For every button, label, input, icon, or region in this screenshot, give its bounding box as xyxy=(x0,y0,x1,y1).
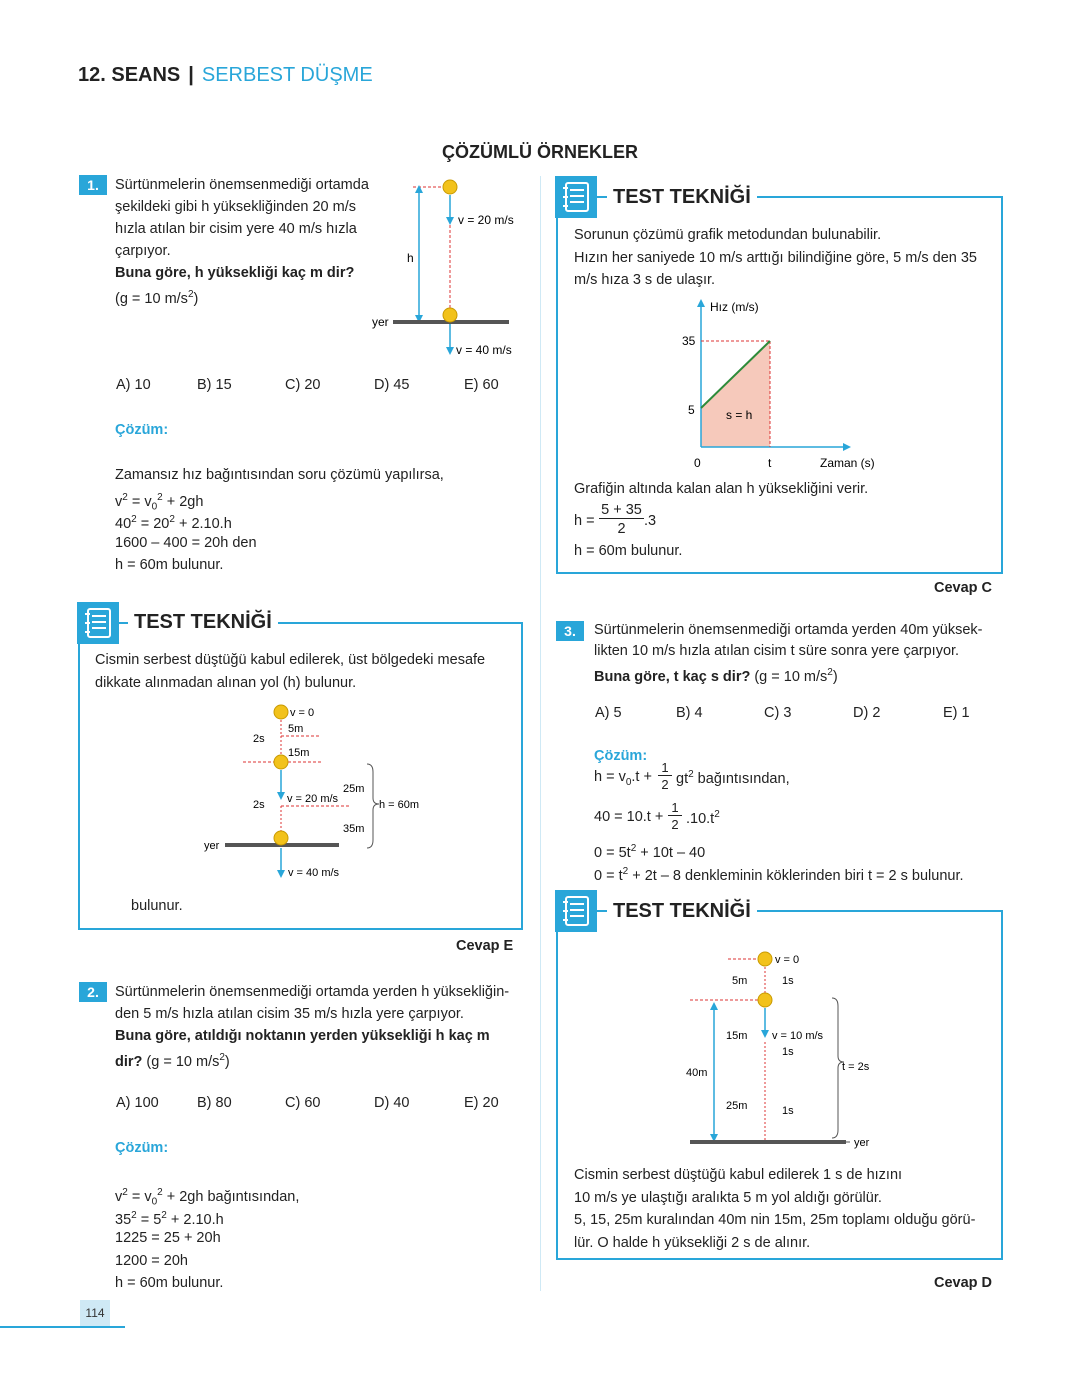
header-separator: | xyxy=(188,64,194,86)
option-e[interactable]: E) 1 xyxy=(943,705,970,721)
q2-question-2: dir? (g = 10 $m/s^2$) xyxy=(115,1052,230,1070)
q1-yer-label: yer xyxy=(372,315,389,329)
tick-0: 0 xyxy=(694,456,701,470)
option-b[interactable]: B) 80 xyxy=(197,1095,232,1111)
q3-eq3: $0 = 5t^2 + 10t - 40$ xyxy=(594,843,706,861)
seans-label: 12. SEANS xyxy=(78,64,181,86)
tt3-t2: t = 2s xyxy=(842,1061,870,1073)
q1-line: şekildeki gibi h yüksekliğinden 20 m/s xyxy=(115,199,356,215)
q1-cozum-label: Çözüm: xyxy=(115,422,169,438)
q1-line: hızla atılan bir cisim yere 40 m/s hızla xyxy=(115,221,357,237)
q1-line: Sürtünmelerin önemsenmediği ortamda xyxy=(115,177,369,193)
tt3-line: 5, 15, 25m kuralından 40m nin 15m, 25m toplamı olduğu görü- xyxy=(574,1212,976,1228)
option-a[interactable]: A) 100 xyxy=(116,1095,159,1111)
tt3-yer: yer xyxy=(854,1137,870,1149)
tt2-line: Hızın her saniyede 10 m/s arttığı bilindiğine göre, 5 m/s den 35 xyxy=(574,249,977,266)
q2-solution xyxy=(115,1182,299,1295)
q2-number: 2. xyxy=(79,982,107,1002)
notebook-icon xyxy=(555,176,597,218)
q3-line: likten 10 m/s hızla atılan cisim t süre sonra yere çarpıyor. xyxy=(594,643,960,659)
tt1-line: Cismin serbest düştüğü kabul edilerek, üst bölgedeki mesafe xyxy=(95,652,486,668)
tt3-s1c: 1s xyxy=(782,1105,794,1117)
tick-5: 5 xyxy=(688,403,695,417)
tt2-result: h = 60m bulunur. xyxy=(574,543,683,559)
tt3-line: lür. O halde h yüksekliği 2 s de alınır. xyxy=(574,1234,811,1251)
q3-question: Buna göre, t kaç s dir? (g = 10 $m/s^2$) xyxy=(594,667,838,685)
tt3-d40: 40m xyxy=(686,1067,708,1079)
tt1-d4: 35m xyxy=(343,823,365,835)
q3-eq4: $0 = t^2 + 2t - 8$ denkleminin köklerinden biri t = 2 s bulunur. xyxy=(594,865,964,884)
tt1-end: bulunur. xyxy=(131,898,183,914)
q3-eq1: $h = v_0.t$ + 1 2 $gt^2$ bağıntısından, xyxy=(594,760,790,792)
q1-v-bottom: v = 40 m/s xyxy=(456,343,512,357)
q1-sol-eq1: $v^2 = v_0^2 + 2gh$ xyxy=(115,491,204,513)
graph-ylabel: Hız (m/s) xyxy=(710,300,759,314)
cevap-d: Cevap D xyxy=(934,1275,993,1291)
option-a[interactable]: A) 5 xyxy=(595,705,622,721)
tt1-v20: v = 20 m/s xyxy=(287,793,339,805)
tt1-t1: 2s xyxy=(253,733,265,745)
q1-figure xyxy=(365,175,535,365)
q3-number: 3. xyxy=(556,621,584,641)
q1-line: çarpıyor. xyxy=(115,243,171,259)
q2-line: Sürtünmelerin önemsenmediği ortamda yerden h yüksekliğin- xyxy=(115,984,510,1000)
tt3-v10: v = 10 m/s xyxy=(772,1030,824,1042)
q1-question: Buna göre, h yüksekliği kaç m dir? xyxy=(115,265,355,281)
option-b[interactable]: B) 4 xyxy=(676,705,703,721)
option-d[interactable]: D) 40 xyxy=(374,1095,410,1111)
q1-sol-line: h = 60m bulunur. xyxy=(115,557,224,573)
velocity-time-graph xyxy=(670,295,890,475)
tt3-text xyxy=(574,1164,975,1254)
q2-sol-eq1: $v^2 = v_0^2 + 2gh$ bağıntısından, xyxy=(115,1187,300,1208)
tt2-after: Grafiğin altında kalan alan h yüksekliğini verir. xyxy=(574,481,869,497)
q1-solution xyxy=(115,464,444,577)
tt1-ball-bottom xyxy=(274,831,288,845)
tt1-ball-top xyxy=(274,705,288,719)
tick-35: 35 xyxy=(682,334,696,348)
q2-question: Buna göre, atıldığı noktanın yerden yüksekliği h kaç m xyxy=(115,1028,490,1044)
q3-eq-rest xyxy=(594,838,964,883)
tt2-line: m/s hıza 3 s de ulaşır. xyxy=(574,272,716,288)
q1-ball-bottom xyxy=(443,308,457,322)
q1-sol-intro: Zamansız hız bağıntısından soru çözümü yapılırsa, xyxy=(115,467,444,483)
option-c[interactable]: C) 60 xyxy=(285,1095,321,1111)
tt3-s1a: 1s xyxy=(782,975,794,987)
tt3-ball-top xyxy=(758,952,772,966)
q2-sol-line: 1225 = 25 + 20h xyxy=(115,1230,221,1246)
tt3-ground xyxy=(690,1140,846,1144)
option-e[interactable]: E) 20 xyxy=(464,1095,499,1111)
tt1-ball-mid xyxy=(274,755,288,769)
q1-h-label: h xyxy=(407,251,414,265)
q2-text xyxy=(115,981,515,1073)
q1-text xyxy=(115,174,385,310)
q2-cozum-label: Çözüm: xyxy=(115,1140,169,1156)
tt1-d1: 5m xyxy=(288,723,304,735)
tt3-ball-mid xyxy=(758,993,772,1007)
q3-options xyxy=(595,705,995,725)
q2-sol-line: 1200 = 20h xyxy=(115,1252,188,1269)
option-c[interactable]: C) 3 xyxy=(764,705,792,721)
test-teknigi-title-2: TEST TEKNİĞİ xyxy=(607,186,757,209)
test-teknigi-title-3: TEST TEKNİĞİ xyxy=(607,900,757,923)
tt3-s1b: 1s xyxy=(782,1046,794,1058)
option-b[interactable]: B) 15 xyxy=(197,377,232,393)
q1-sol-line: 1600 – 400 = 20h den xyxy=(115,534,257,551)
tick-t: t xyxy=(768,456,772,470)
q3-eq2: 40 = 10.t + 1 2 $.10.t^2$ xyxy=(594,800,720,832)
q2-sol-line: h = 60m bulunur. xyxy=(115,1275,224,1291)
q2-line: den 5 m/s hızla atılan cisim 35 m/s hızla yere çarpıyor. xyxy=(115,1006,464,1022)
tt1-d3: 25m xyxy=(343,783,365,795)
cevap-c: Cevap C xyxy=(934,580,993,596)
tt2-text xyxy=(574,224,977,292)
cevap-e: Cevap E xyxy=(456,938,514,954)
q1-options xyxy=(116,377,536,397)
tt2-formula: h = 5 + 35 2 .3 xyxy=(574,502,657,537)
graph-area xyxy=(701,341,770,447)
q3-line: Sürtünmelerin önemsenmediği ortamda yerden 40m yüksek- xyxy=(594,622,983,638)
option-a[interactable]: A) 10 xyxy=(116,377,151,393)
q1-ball-top xyxy=(443,180,457,194)
test-teknigi-title-1: TEST TEKNİĞİ xyxy=(128,611,278,634)
tt1-figure xyxy=(195,700,435,885)
tt3-v0: v = 0 xyxy=(775,954,800,966)
tt3-d15: 15m xyxy=(726,1030,748,1042)
tt1-text xyxy=(95,649,485,694)
tt1-v40: v = 40 m/s xyxy=(288,867,340,879)
option-e[interactable]: E) 60 xyxy=(464,377,499,393)
q1-v-top: v = 20 m/s xyxy=(458,213,514,227)
area-label: s = h xyxy=(726,408,753,422)
section-title: ÇÖZÜMLÜ ÖRNEKLER xyxy=(442,142,638,162)
graph-xlabel: Zaman (s) xyxy=(820,456,875,470)
q1-given: (g = 10 $m/s^2$) xyxy=(115,289,199,307)
page-footer-line xyxy=(0,1326,125,1328)
tt1-t2: 2s xyxy=(253,799,265,811)
q2-options xyxy=(116,1095,536,1115)
tt1-h: h = 60m xyxy=(379,799,420,811)
tt1-v0: v = 0 xyxy=(290,707,315,719)
tt3-d5: 5m xyxy=(732,975,748,987)
notebook-icon xyxy=(555,890,597,932)
option-d[interactable]: D) 2 xyxy=(853,705,881,721)
page-header xyxy=(78,64,373,87)
tt3-figure xyxy=(680,948,900,1153)
tt1-d2: 15m xyxy=(288,747,310,759)
q2-sol-eq2: $35^2 = 5^2 + 2.10.h$ xyxy=(115,1209,224,1228)
tt3-d25: 25m xyxy=(726,1100,748,1112)
tt2-line: Sorunun çözümü grafik metodundan bulunabilir. xyxy=(574,227,882,243)
option-d[interactable]: D) 45 xyxy=(374,377,410,393)
q1-sol-eq2: $40^2 = 20^2 + 2.10.h$ xyxy=(115,514,232,532)
tt1-line: dikkate alınmadan alınan yol (h) bulunur. xyxy=(95,674,357,691)
option-c[interactable]: C) 20 xyxy=(285,377,321,393)
q1-number: 1. xyxy=(79,175,107,195)
tt3-line: 10 m/s ye ulaştığı aralıkta 5 m yol aldığı görülür. xyxy=(574,1189,882,1206)
q3-text xyxy=(594,620,999,688)
page-number: 114 xyxy=(80,1300,110,1326)
topic-title: SERBEST DÜŞME xyxy=(201,64,373,86)
notebook-icon xyxy=(77,602,119,644)
tt3-line: Cismin serbest düştüğü kabul edilerek 1 s de hızını xyxy=(574,1167,903,1183)
tt1-yer: yer xyxy=(204,840,220,852)
q3-cozum-label: Çözüm: xyxy=(594,748,648,764)
column-divider xyxy=(540,176,541,1291)
